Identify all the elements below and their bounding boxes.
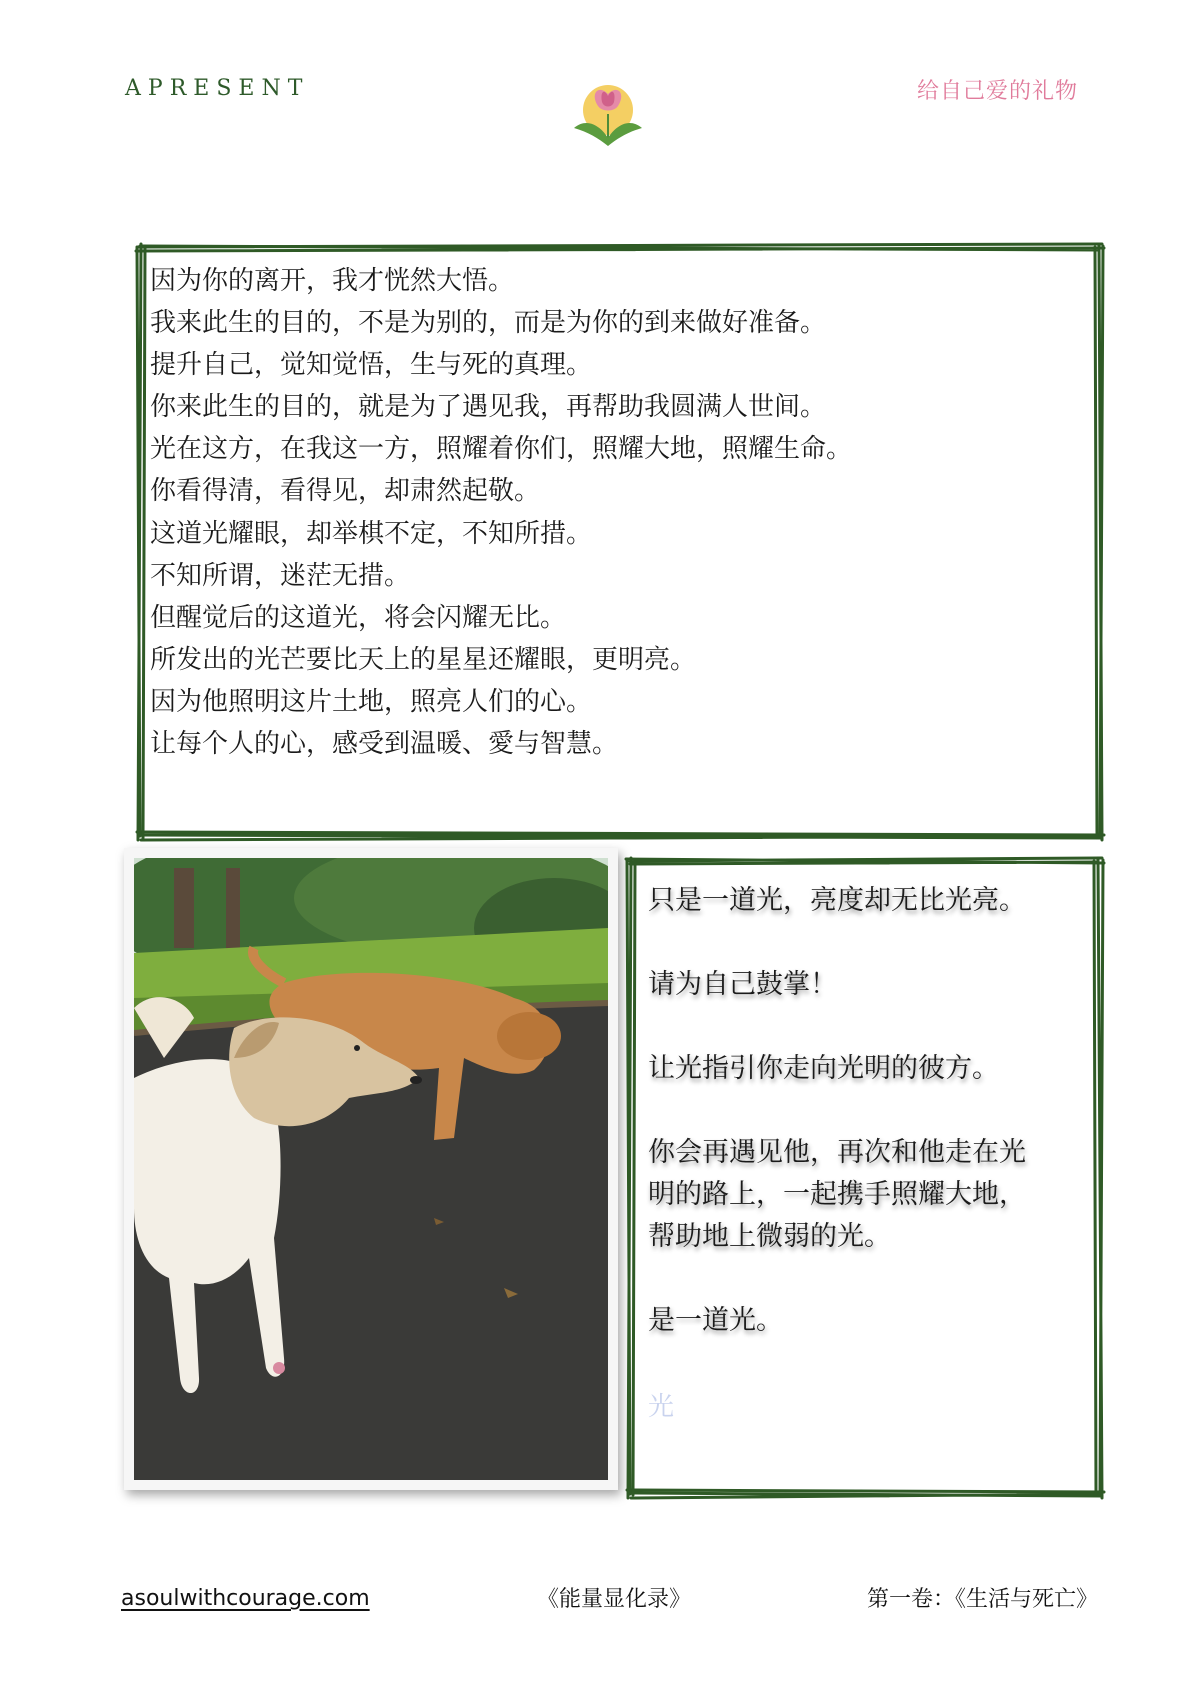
poem-line: 你看得清，看得见，却肃然起敬。 <box>150 476 541 507</box>
poem-line: 提升自己，觉知觉悟，生与死的真理。 <box>150 350 593 381</box>
tagline: 给自己爱的礼物 <box>916 79 1078 104</box>
note-paragraph: 你会再遇见他，再次和他走在光 <box>648 1137 1026 1168</box>
poem-line: 让每个人的心，感受到温暖、愛与智慧。 <box>150 729 619 760</box>
note-paragraph: 帮助地上微弱的光。 <box>648 1221 891 1252</box>
poem-line: 光在这方，在我这一方，照耀着你们，照耀大地，照耀生命。 <box>150 434 853 465</box>
website-link[interactable]: asoulwithcourage.com <box>121 1586 370 1611</box>
poem-line: 但醒觉后的这道光，将会闪耀无比。 <box>150 602 567 633</box>
note-paragraph: 只是一道光，亮度却无比光亮。 <box>648 885 1026 916</box>
poem-line: 你来此生的目的，就是为了遇见我，再帮助我圆满人世间。 <box>150 392 827 423</box>
book-title: 《能量显化录》 <box>537 1587 692 1612</box>
note-paragraph: 请为自己鼓掌！ <box>648 969 837 1000</box>
brand-title: APRESENT <box>125 76 310 101</box>
poem-line: 我来此生的目的，不是为别的，而是为你的到来做好准备。 <box>150 308 827 339</box>
lotus-logo-icon <box>568 76 652 152</box>
poem-line: 因为你的离开，我才恍然大悟。 <box>150 266 515 296</box>
note-paragraph: 是一道光。 <box>648 1305 783 1336</box>
faint-character: 光 <box>648 1392 675 1422</box>
notes-frame <box>628 858 1102 1498</box>
poem-line: 所发出的光芒要比天上的星星还耀眼，更明亮。 <box>150 644 697 675</box>
notes-text <box>648 880 1078 1428</box>
poem-lines <box>150 260 852 765</box>
note-paragraph: 让光指引你走向光明的彼方。 <box>648 1053 999 1084</box>
volume-title: 第一卷：《生活与死亡》 <box>866 1587 1098 1612</box>
note-paragraph: 明的路上，一起携手照耀大地， <box>648 1179 1026 1210</box>
poem-frame <box>138 244 1102 840</box>
poem-line: 不知所谓，迷茫无措。 <box>150 560 411 591</box>
poem-line: 因为他照明这片土地，照亮人们的心。 <box>150 686 593 717</box>
dogs-photo <box>124 848 618 1490</box>
poem-line: 这道光耀眼，却举棋不定，不知所措。 <box>150 518 593 549</box>
